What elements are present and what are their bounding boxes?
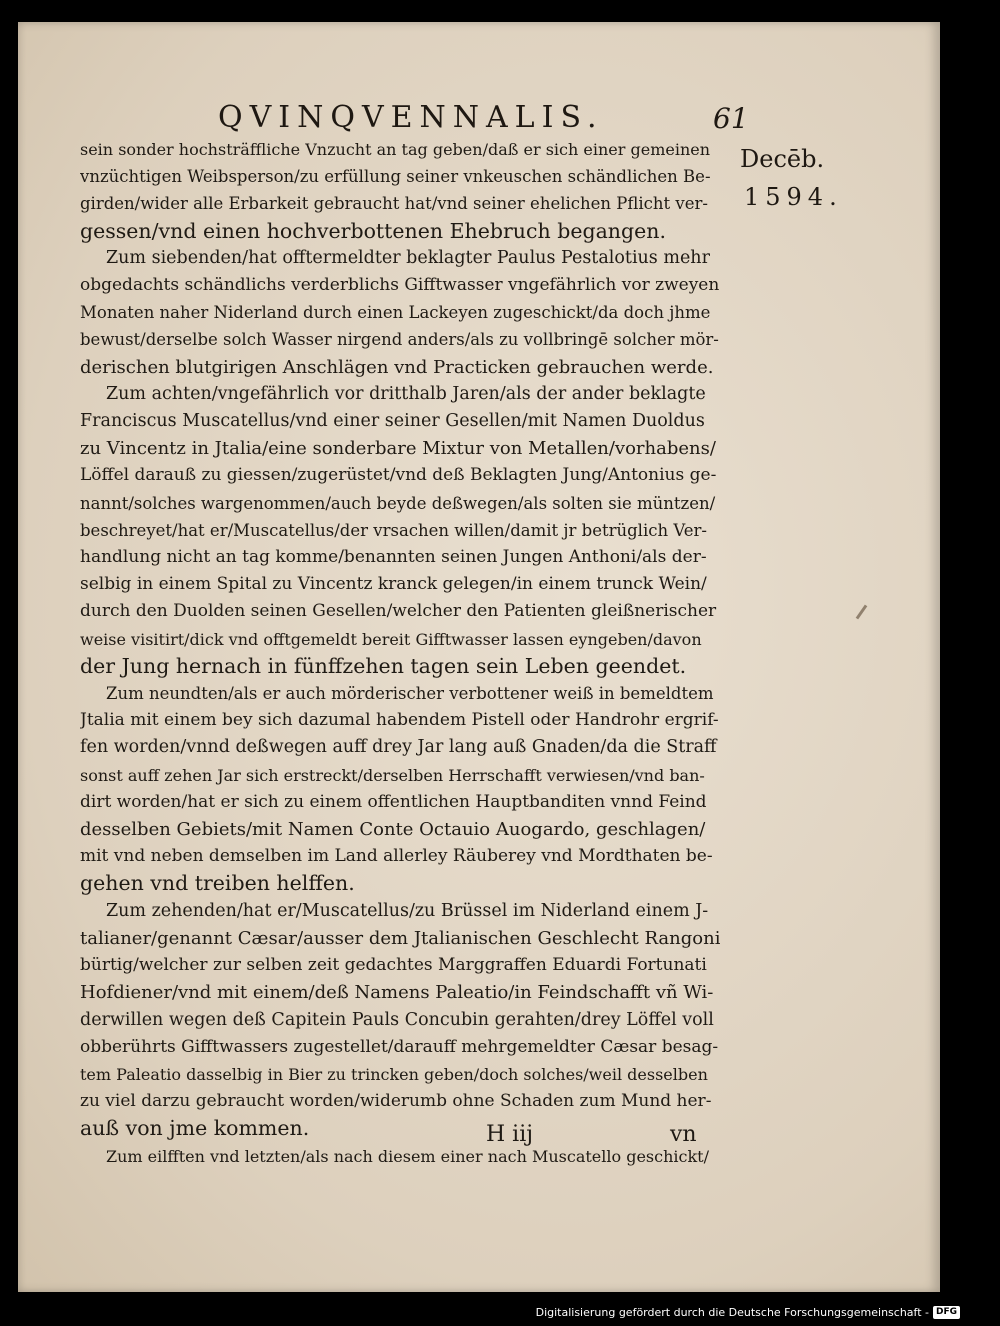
text-line: Zum zehenden/hat er/Muscatellus/zu Brüssel im Niderland einem J-	[106, 900, 709, 921]
text-line: Jtalia mit einem bey sich dazumal habendem Pistell oder Handrohr ergrif-	[80, 710, 719, 731]
text-line: dirt worden/hat er sich zu einem offentlichen Hauptbanditen vnnd Feind	[80, 791, 707, 812]
text-line: obberührts Gifftwassers zugestellet/darauff mehrgemeldter Cæsar besag-	[80, 1036, 719, 1057]
text-line: Zum achten/vngefährlich vor dritthalb Jaren/als der ander beklagte	[106, 383, 706, 404]
running-head: QVINQVENNALIS.	[218, 100, 604, 135]
text-line: zu Vincentz in Jtalia/eine sonderbare Mixtur von Metallen/vorhabens/	[80, 438, 716, 460]
text-line: durch den Duolden seinen Gesellen/welcher den Patienten gleißnerischer	[80, 601, 717, 622]
text-line: sonst auff zehen Jar sich erstreckt/derselben Herrschafft verwiesen/vnd ban-	[80, 765, 705, 785]
dfg-logo: DFG	[933, 1306, 960, 1319]
text-line: gehen vnd treiben helffen.	[80, 871, 355, 896]
text-line: der Jung hernach in fünffzehen tagen sein Leben geendet.	[80, 653, 687, 678]
text-line: weise visitirt/dick vnd offtgemeldt bereit Gifftwasser lassen eyngeben/davon	[80, 629, 702, 649]
text-line: auß von jme kommen.	[80, 1116, 310, 1141]
text-line: Franciscus Muscatellus/vnd einer seiner Gesellen/mit Namen Duoldus	[80, 411, 705, 432]
credit-text: Digitalisierung gefördert durch die Deutsche Forschungsgemeinschaft -	[535, 1306, 929, 1319]
text-line: tem Paleatio dasselbig in Bier zu trincken geben/doch solches/weil desselben	[80, 1064, 708, 1084]
catchword: vn	[670, 1122, 697, 1147]
page-number: 61	[713, 102, 749, 135]
text-line: beschreyet/hat er/Muscatellus/der vrsachen willen/damit jr betrüglich Ver-	[80, 520, 707, 540]
text-line: bewust/derselbe solch Wasser nirgend anders/als zu vollbringē solcher mör-	[80, 330, 719, 350]
text-line: girden/wider alle Erbarkeit gebraucht hat/vnd seiner ehelichen Pflicht ver-	[80, 194, 708, 214]
text-line: zu viel darzu gebraucht worden/widerumb ohne Schaden zum Mund her-	[80, 1091, 712, 1112]
text-line: gessen/vnd einen hochverbottenen Ehebruch begangen.	[80, 218, 666, 243]
text-line: derischen blutgirigen Anschlägen vnd Practicken gebrauchen werde.	[80, 356, 714, 378]
text-line: vnzüchtigen Weibsperson/zu erfüllung seiner vnkeuschen schändlichen Be-	[80, 167, 711, 187]
text-line: sein sonder hochsträffliche Vnzucht an tag geben/daß er sich einer gemeinen	[80, 140, 711, 159]
text-line: obgedachts schändlichs verderblichs Gifftwasser vngefährlich vor zweyen	[80, 275, 720, 296]
text-line: Löffel darauß zu giessen/zugerüstet/vnd deß Beklagten Jung/Antonius ge-	[80, 465, 717, 486]
page-foot	[18, 1122, 718, 1152]
signature-mark: H iij	[486, 1122, 534, 1147]
text-line: fen worden/vnnd deßwegen auff drey Jar lang auß Gnaden/da die Straff	[80, 737, 717, 758]
text-line: Hofdiener/vnd mit einem/deß Namens Paleatio/in Feindschafft vñ Wi-	[80, 982, 714, 1004]
text-line: handlung nicht an tag komme/benannten seinen Jungen Anthoni/als der-	[80, 547, 707, 568]
text-line: bürtig/welcher zur selben zeit gedachtes Marggraffen Eduardi Fortunati	[80, 955, 707, 976]
margin-note-month: Decēb.	[740, 145, 825, 173]
text-line: nannt/solches wargenommen/auch beyde deßwegen/als solten sie müntzen/	[80, 493, 716, 513]
text-line: desselben Gebiets/mit Namen Conte Octauio Auogardo, geschlagen/	[80, 819, 706, 841]
text-line: talianer/genannt Cæsar/ausser dem Jtalianischen Geschlecht Rangoni	[80, 927, 720, 949]
margin-note	[740, 140, 850, 216]
text-line: derwillen wegen deß Capitein Pauls Concubin gerahten/drey Löffel voll	[80, 1009, 714, 1030]
text-line: mit vnd neben demselben im Land allerley Räuberey vnd Mordthaten be-	[80, 846, 713, 867]
text-line: Zum siebenden/hat offtermeldter beklagter Paulus Pestalotius mehr	[106, 247, 710, 268]
text-line: Zum neundten/als er auch mörderischer verbottener weiß in bemeldtem	[106, 684, 714, 704]
digitization-credit	[536, 1306, 960, 1319]
body-text	[80, 136, 720, 1170]
book-page	[18, 22, 940, 1292]
text-line: Monaten naher Niderland durch einen Lackeyen zugeschickt/da doch jhme	[80, 303, 711, 323]
text-line: Zum eilfften vnd letzten/als nach diesem einer nach Muscatello geschickt/	[106, 1146, 709, 1166]
margin-note-year: 1594.	[744, 183, 843, 211]
ink-speck	[856, 605, 868, 620]
text-line: selbig in einem Spital zu Vincentz kranck gelegen/in einem trunck Wein/	[80, 574, 707, 595]
